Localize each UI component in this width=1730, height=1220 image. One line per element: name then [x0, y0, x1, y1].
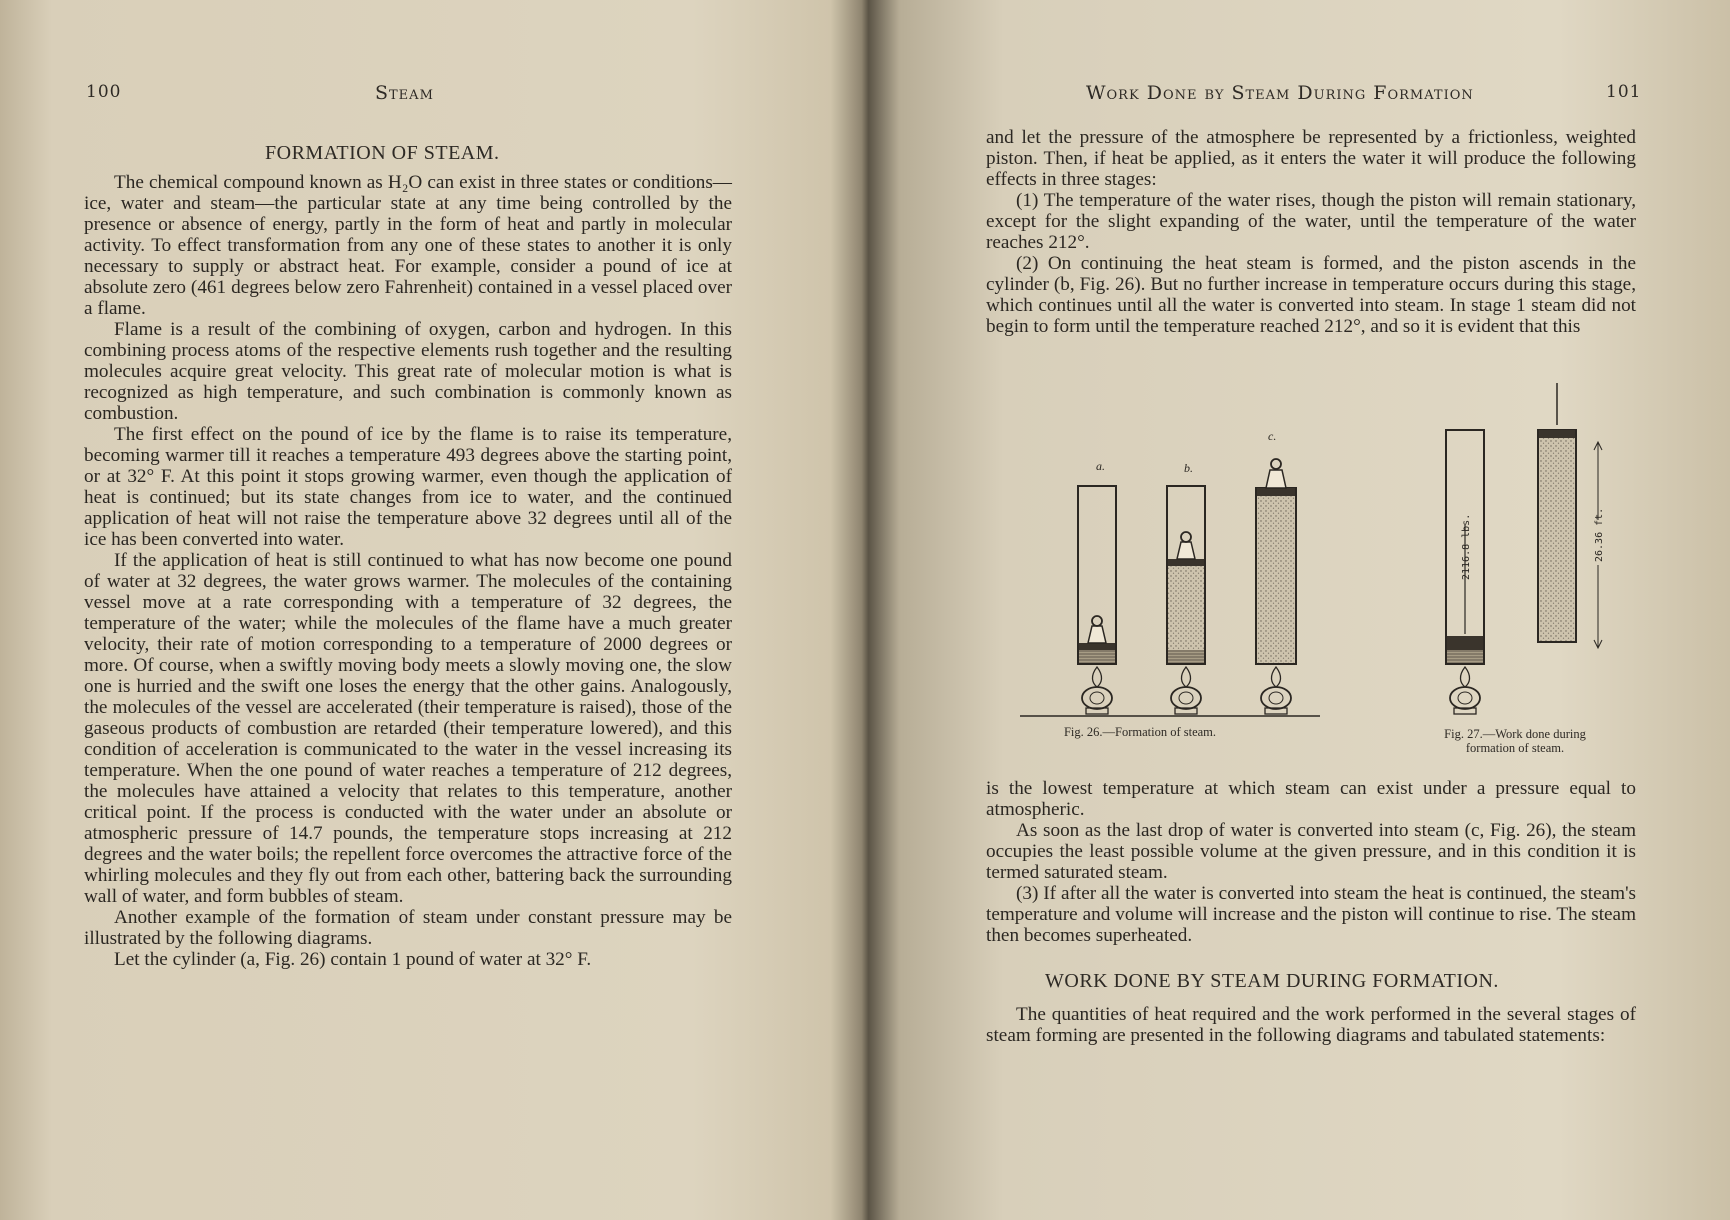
- paragraph: The quantities of heat required and the work performed in the several stages of steam forming are presented in the following diagrams and tabulated statements:: [986, 1004, 1636, 1046]
- section-heading-formation: FORMATION OF STEAM.: [265, 142, 500, 164]
- running-head-right: Work Done by Steam During Formation: [1086, 82, 1474, 104]
- cylinder-b: [1167, 486, 1205, 664]
- paragraph: (1) The temperature of the water rises, though the piston will remain stationary, except for the slight expanding of the water, until the temperature of the water reaches 212°.: [986, 190, 1636, 253]
- burner-c: [1261, 667, 1291, 714]
- burner-fig27: [1450, 667, 1480, 714]
- section-heading-work-done: WORK DONE BY STEAM DURING FORMATION.: [1045, 970, 1499, 992]
- page-number-right: 101: [1606, 82, 1642, 102]
- burner-b: [1171, 667, 1201, 714]
- right-body-text-final: [986, 1004, 1636, 1046]
- label-pressure: 2116.8 lbs.: [1461, 513, 1472, 580]
- paragraph: If the application of heat is still continued to what has now become one pound of water at 32 degrees, the water grows warmer. The molecules of the containing vessel move at a rate corresponding with a temperature of 32 degrees, the temperature of the water; while the molecules of the flame have a much greater velocity, their rate of motion corresponding to a temperature of 2000 degrees or more. Of course, when a swiftly moving body meets a slowly moving one, the slow one is hurried and the swift one loses the energy that the other gains. Analogously, the molecules of the vessel are accelerated (their temperature is raised), those of the gaseous products of combustion are retarded (their temperature lowered), and this condition of acceleration is communicated to the water in the vessel increasing its temperature. When the one pound of water reaches a temperature of 212 degrees, the molecules have attained a velocity that relates to this temperature, another critical point. If the process is conducted with the water under an absolute or atmospheric pressure of 14.7 pounds, the temperature stops increasing at 212 degrees and the water boils; the repellent force overcomes the attractive force of the whirling molecules and they fly out from each other, battering back the surrounding wall of water, and form bubbles of steam.: [84, 550, 732, 907]
- paragraph: and let the pressure of the atmosphere be represented by a frictionless, weighted piston. Then, if heat be applied, as it enters the water it will produce the following effects in three stages:: [986, 127, 1636, 190]
- label-b: b.: [1184, 461, 1193, 475]
- label-a: a.: [1096, 459, 1105, 473]
- running-head-left: Steam: [375, 82, 434, 104]
- fig27-caption-line1: Fig. 27.—Work done during: [1444, 727, 1586, 741]
- page-number-left: 100: [86, 82, 122, 102]
- cylinder-c: [1256, 459, 1296, 664]
- paragraph: Let the cylinder (a, Fig. 26) contain 1 pound of water at 32° F.: [114, 949, 592, 970]
- fig27-cylinder-right: [1538, 383, 1602, 648]
- paragraph: Flame is a result of the combining of oxygen, carbon and hydrogen. In this combining process atoms of the respective elements rush together and the resulting molecules acquire great velocity. This great rate of molecular motion is what is recognized as high temperature, and such combination is commonly known as combustion.: [84, 319, 732, 424]
- label-c: c.: [1268, 429, 1277, 443]
- fig26-caption: Fig. 26.—Formation of steam.: [1063, 725, 1217, 739]
- fig27-caption-line2: formation of steam.: [1465, 741, 1565, 755]
- label-height: 26.36 ft.: [1594, 507, 1605, 562]
- burner-a: [1082, 667, 1112, 714]
- paragraph: As soon as the last drop of water is converted into steam (c, Fig. 26), the steam occupies the least possible volume at the given pressure, and in this condition it is termed saturated steam.: [986, 820, 1636, 883]
- left-page: [0, 0, 860, 1220]
- right-body-text-top: [986, 127, 1636, 337]
- paragraph: The first effect on the pound of ice by the flame is to raise its temperature, becoming warmer till it reaches a temperature 493 degrees above the starting point, or at 32° F. At this point it stops growing warmer, even though the application of heat is continued; but its state changes from ice to water, and the continued application of heat will not raise the temperature above 32 degrees until all of the ice has been converted into water.: [84, 424, 732, 550]
- left-body-text: [84, 172, 732, 970]
- paragraph: Another example of the formation of steam under constant pressure may be illustrated by the following diagrams.: [84, 907, 732, 949]
- paragraph: (2) On continuing the heat steam is formed, and the piston ascends in the cylinder (b, Fig. 26). But no further increase in temperature occurs during this stage, which continues until all the water is converted into steam. In stage 1 steam did not begin to form until the temperature reached 212°, and so it is evident that this: [986, 253, 1636, 337]
- paragraph: The chemical compound known as H₂O can exist in three states or conditions—ice, water and steam—the particular state at any time being controlled by the presence or absence of energy, partly in the form of heat and partly in molecular activity. To effect transformation from any one of these states to another it is only necessary to supply or abstract heat. For example, consider a pound of ice at absolute zero (461 degrees below zero Fahrenheit) contained in a vessel placed over a flame.: [84, 172, 732, 319]
- cylinder-a: [1078, 486, 1116, 664]
- paragraph: is the lowest temperature at which steam can exist under a pressure equal to atmospheric.: [986, 778, 1636, 820]
- figures-26-27: [1000, 380, 1640, 720]
- right-body-text-bottom: [986, 778, 1636, 946]
- paragraph: (3) If after all the water is converted into steam the heat is continued, the steam's temperature and volume will increase and the piston will continue to rise. The steam then becomes superheated.: [986, 883, 1636, 946]
